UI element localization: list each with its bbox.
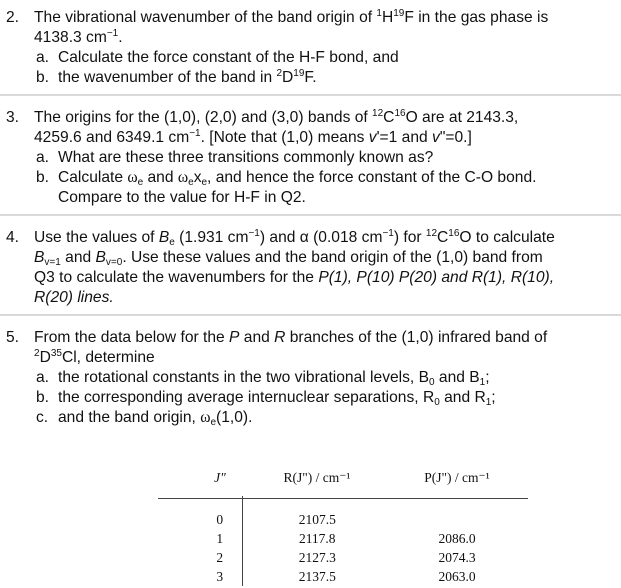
table-cell-r: 2137.5 [298, 569, 336, 584]
table-cell-j: 3 [198, 567, 242, 586]
question-4 [6, 228, 615, 308]
question-text: Use the values of Be (1.931 $cm^{-1}$) and α (0.018 $cm^{-1}$) for $^{12}C^{16}O$ to calculate Bv=1 and Bv=0. Use these values and the band origin of the (1,0) band from Q3 to calculate the wavenumbers for the P(1), P(10) P(20) and R(1), R(10), R(20) lines. [34, 228, 555, 306]
table-cell-p: 2063.0 [438, 569, 476, 584]
sub-question-b: b. the corresponding average internuclear separations, R0 and R1; [36, 389, 496, 408]
question-number: 2. [6, 9, 20, 26]
question-number: 5. [6, 329, 20, 346]
divider [0, 94, 621, 96]
question-text: The origins for the (1,0), (2,0) and (3,0) bands of $^{12}C^{16}O$ are at 2143.3, 4259.6 and 6349.1 $cm^{-1}$. [Note that (1,0) means v'=1 and v"=0.] [34, 108, 519, 146]
sub-question-b: b. the wavenumber of the band in $^2D^{19}F$. [36, 68, 317, 86]
question-text: The vibrational wavenumber of the band origin of $^1H^{19}F$ in the gas phase is 4138.3 $cm^{-1}$. [34, 8, 549, 46]
column-header-j: J" [214, 470, 226, 485]
divider [0, 214, 621, 216]
sub-question-a: a. the rotational constants in the two vibrational levels, B0 and B1; [36, 369, 490, 388]
table-cell-r: 2107.5 [298, 512, 336, 527]
sub-question-c: c. and the band origin, ωe(1,0). [36, 409, 253, 428]
question-number: 4. [6, 229, 20, 246]
question-number: 3. [6, 109, 20, 126]
table-cell-j: 0 [198, 510, 242, 529]
question-5 [6, 328, 615, 428]
question-2 [6, 8, 615, 88]
table-header-row [198, 470, 522, 496]
sub-question-a: a. What are these three transitions commonly known as? [36, 149, 434, 166]
question-text: From the data below for the P and R branches of the (1,0) infrared band of $^2D^{35}Cl$, determine [34, 329, 548, 366]
data-table [198, 470, 523, 586]
table-cell-p [392, 510, 522, 529]
question-3 [6, 108, 615, 208]
table-cell-p: 2074.3 [438, 550, 476, 565]
table-cell-r: 2127.3 [298, 550, 336, 565]
column-header-r: R(J") / cm⁻¹ [283, 470, 351, 485]
table-cell-p: 2086.0 [438, 531, 476, 546]
table-cell-j: 2 [198, 548, 242, 567]
sub-question-b: b. Calculate ωe and ωexe, and hence the force constant of the C-O bond. Compare to the value for H-F in Q2. [36, 169, 537, 206]
divider [0, 314, 621, 316]
table-cell-r: 2117.8 [298, 531, 336, 546]
table-row [198, 548, 522, 567]
table-cell-j: 1 [198, 529, 242, 548]
table-row [198, 529, 522, 548]
table-row [198, 510, 522, 529]
column-header-p: P(J") / cm⁻¹ [424, 470, 490, 485]
sub-question-a: a. Calculate the force constant of the H-F bond, and [36, 49, 399, 66]
table-row [198, 567, 522, 586]
